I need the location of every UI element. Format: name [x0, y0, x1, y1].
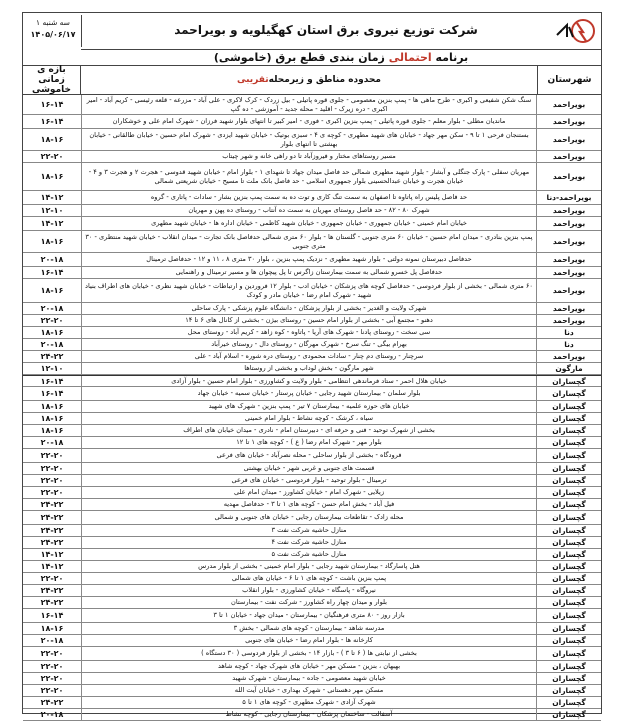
table-row: [23, 303, 601, 315]
row-time: ۲۰-۱۸: [23, 635, 82, 646]
row-time: ۱۴-۱۲: [23, 561, 82, 572]
row-city: بویراحمد: [536, 217, 601, 230]
row-city: گچساران: [536, 525, 601, 536]
subtitle-pre: برنامه: [431, 51, 469, 64]
row-time: ۲۲-۲۰: [23, 475, 82, 486]
table-row: [23, 151, 601, 163]
table-row: [23, 339, 601, 351]
table-row: [23, 573, 601, 585]
row-area: کارخانه ها - بلوار امام رضا - خیابان های جنوبی: [245, 636, 373, 645]
row-area: هتل پاسارگاد - بیمارستان شهید رجایی - بلوار امام خمینی - بخشی از بلوار مدرس: [198, 562, 420, 571]
row-area: شهرک ولایت و الغدیر - بخشی از بلوار پزشکان - دانشگاه علوم پزشکی - پارک ساحلی: [191, 304, 427, 313]
row-city: گچساران: [536, 437, 601, 448]
row-area: خیابان هلال احمر - ستاد فرماندهی انتظامی - بلوار ولایت و کشاورزی - بلوار امام حسین - بلوار آزادی: [171, 376, 447, 385]
row-city: گچساران: [536, 685, 601, 696]
table-row: [23, 487, 601, 499]
row-area: بخشی از شهرک توحید - فنی و حرفه ای - دبیرستان امام - نادری - میدان خیابان های اطراف: [183, 426, 435, 435]
row-city: گچساران: [536, 425, 601, 436]
row-city: بویراحمد: [536, 95, 601, 114]
row-time: ۱۲-۱۰: [23, 363, 82, 374]
table-row: [23, 537, 601, 549]
row-area: بلوار و میدان چهار راه کشاورز - شرکت نفت - بیمارستان: [231, 598, 387, 607]
row-time: ۲۲-۲۰: [23, 151, 82, 162]
subtitle-highlight: احتمالی: [388, 51, 432, 64]
table-row: [23, 597, 601, 609]
row-time: ۱۶-۱۴: [23, 609, 82, 622]
table-row: [23, 363, 601, 375]
row-city: بویراحمد: [536, 115, 601, 128]
table-row: [23, 115, 601, 129]
row-time: ۱۸-۱۶: [23, 413, 82, 424]
row-time: ۱۴-۱۲: [23, 549, 82, 560]
row-area: مسکن مهر دهستانی - شهرک بهداری - خیابان آیت الله: [234, 686, 384, 695]
row-area: ۶۰ متری شمالی - بخشی از بلوار فردوسی - حدفاصل کوچه های پزشکان - خیابان ادب - بلوار ۱۲ فروردین و ارتباطات - خیابان شهید نظری - خیابان های اطراف بنیاد شهید - شهرک امام رضا - خیابان مادر و کودک: [85, 281, 533, 299]
row-time: ۲۰-۱۸: [23, 709, 82, 720]
row-time: ۲۴-۲۲: [23, 697, 82, 708]
row-city: گچساران: [536, 387, 601, 400]
row-time: ۲۴-۲۲: [23, 597, 82, 608]
row-area: بستنجان فرحی ۱ تا ۹ - سکن مهر جهاد - خیابان های شهید مطهری - کوچه ی ۴ - سبزی بوتیک - خیابان شهید ایزدی - شهرک امام حسین - خیابان طالقانی - خیابان بهشتی تا انتهای بلوار: [89, 130, 529, 148]
row-city: گچساران: [536, 609, 601, 622]
table-row: [23, 437, 601, 449]
row-city: دنا: [536, 327, 601, 338]
table-row: [23, 661, 601, 673]
row-area: خیابان های حوزه علمیه - بیمارستان ۷ تیر - پمپ بنزین - شهرک های شهید: [208, 402, 410, 411]
row-city: بویراحمد: [536, 279, 601, 302]
row-city: گچساران: [536, 597, 601, 608]
row-time: ۱۸-۱۶: [23, 401, 82, 412]
row-time: ۲۴-۲۲: [23, 351, 82, 362]
table-row: [23, 95, 601, 115]
row-area: شهر مارگون - بخش لوداب و بخشی از روستاها: [244, 364, 374, 373]
table-row: [23, 635, 601, 647]
row-area: نیروگاه - پاسگاه - خیابان کشاورزی - بلوار انقلاب: [242, 586, 376, 595]
date-label: ۱۴۰۵/۰۶/۱۷: [30, 30, 76, 39]
row-area: مدرسه شاهد - بیمارستان - کوچه های شمالی - بخش ۳: [233, 624, 385, 633]
row-area: قسمت های جنوبی و غربی شهر - خیابان بهشتی: [243, 464, 375, 473]
row-city: گچساران: [536, 413, 601, 424]
column-header-time: بازه ی زمانی خاموشی: [23, 65, 81, 95]
row-time: ۱۶-۱۴: [23, 95, 82, 114]
schedule-sheet: [22, 12, 602, 719]
row-time: ۱۸-۱۶: [23, 163, 82, 190]
table-row: [23, 267, 601, 279]
row-time: ۱۶-۱۴: [23, 387, 82, 400]
table-row: [23, 231, 601, 253]
row-time: ۲۰-۱۸: [23, 437, 82, 448]
area-header-highlight: تقریبی: [237, 75, 269, 85]
row-city: گچساران: [536, 673, 601, 684]
row-city: گچساران: [536, 647, 601, 660]
date-block: [25, 15, 82, 47]
table-row: [23, 673, 601, 685]
table-row: [23, 623, 601, 635]
row-area: خیابان امام خمینی - خیابان جمهوری - خیابان جمهوری - خیابان شهید کاظمی - خیابان اداره ها - خیابان شهید مطهری: [151, 219, 467, 228]
row-city: گچساران: [536, 376, 601, 386]
row-time: ۲۴-۲۲: [23, 585, 82, 596]
row-time: ۱۸-۱۶: [23, 129, 82, 150]
row-time: ۲۴-۲۲: [23, 499, 82, 510]
row-city: گچساران: [536, 573, 601, 584]
table-row: [23, 315, 601, 327]
table-row: [23, 709, 601, 721]
row-time: ۲۰-۱۸: [23, 339, 82, 350]
row-city: بویراحمد: [536, 129, 601, 150]
row-city: گچساران: [536, 709, 601, 720]
table-row: [23, 387, 601, 401]
row-area: آسفالت - ساختمان پزشکان - بیمارستان رجایی - کوچه نشاط: [225, 710, 393, 719]
row-area: حدفاصل پل خسرو شمالی به سمت بیمارستان زاگرس تا پل پیچوان ها و مسیر ترمینال و راهنمایی: [175, 268, 443, 277]
table-row: [23, 279, 601, 303]
row-city: بویراحمد: [536, 267, 601, 278]
table-row: [23, 191, 601, 205]
row-area: شهرک ۸۰ - ۸۲ - حد فاصل روستای مهریان به سمت ده آنتاب - روستای ده پهن و مهریان: [188, 206, 430, 215]
row-area: سی سخت - روستای پادنا - شهرک های آریا - پاتاوه - کوه زاهد - کریم آباد - روستای محل: [187, 328, 431, 337]
table-row: [23, 401, 601, 413]
row-time: ۲۰-۱۸: [23, 303, 82, 314]
table-row: [23, 549, 601, 561]
column-header-area: [81, 65, 537, 95]
row-city: گچساران: [536, 585, 601, 596]
row-city: بویراحمد-دنا: [536, 191, 601, 204]
row-time: ۱۸-۱۶: [23, 623, 82, 634]
table-row: [23, 253, 601, 267]
row-area: ماندیان مطلی - بلوار معلم - جلوی قوره پاتیلی - پمپ بنزین اکبری - فوری - امیر کبیر تا انتهای بلوار شهید فرزان - شهرک امام علی و خوشکاران: [112, 117, 506, 126]
table-row: [23, 375, 601, 387]
row-area: شهرک آزادی - شهرک مطهری - کوچه های ۱ تا ۵: [242, 698, 376, 707]
table-row: [23, 475, 601, 487]
row-time: ۲۴-۲۲: [23, 525, 82, 536]
row-time: ۱۶-۱۴: [23, 376, 82, 386]
row-area: بازار روز - ۸۰ متری فرهنگیان - بیمارستان - میدان جهاد - خیابان ۱ تا ۳: [213, 611, 405, 620]
row-city: بویراحمد: [536, 205, 601, 216]
table-row: [23, 561, 601, 573]
row-city: بویراحمد: [536, 151, 601, 162]
row-area: حدفاصل دبیرستان نمونه دولتی - بلوار شهید مطهری - نزدیک پمپ بنزین ، بلوار ۳۰ متری ۸ ، ۱۱ و ۱۲ - حدفاصل ترمینال: [146, 255, 472, 264]
row-time: ۲۲-۲۰: [23, 673, 82, 684]
day-label: سه شنبه ۱: [36, 18, 70, 27]
row-city: گچساران: [536, 561, 601, 572]
row-time: ۱۸-۱۶: [23, 425, 82, 436]
row-time: ۱۲-۱۰: [23, 205, 82, 216]
row-city: گچساران: [536, 549, 601, 560]
row-time: ۲۰-۱۸: [23, 253, 82, 266]
row-city: گچساران: [536, 449, 601, 462]
row-time: ۲۲-۲۰: [23, 487, 82, 498]
row-city: گچساران: [536, 487, 601, 498]
row-city: گچساران: [536, 511, 601, 524]
row-area: پمپ بنزین باشت - کوچه های ۱ تا ۶ - خیابان های شمالی: [231, 574, 387, 583]
area-header-pre: محدوده مناطق و زیرمحله: [268, 75, 381, 85]
row-area: حد فاصل پلیس راه پاتاوه تا اصفهان به سمت تنگ کاری و توت ده به سمت پمپ بنزین بشار - سادات - پاتاری - گروه: [150, 193, 468, 202]
row-area: منازل حاشیه شرکت نفت ۵: [271, 550, 347, 559]
row-time: ۲۲-۲۰: [23, 661, 82, 672]
row-time: ۱۴-۱۲: [23, 217, 82, 230]
sheet-header: [23, 13, 601, 49]
row-area: سرچنار - روستای دم چنار - سادات محمودی - روستای دره شوره - اسلام آباد - علی: [194, 352, 424, 361]
row-city: بویراحمد: [536, 253, 601, 266]
company-logo-icon: [553, 17, 595, 45]
row-time: ۲۴-۲۲: [23, 537, 82, 548]
row-time: ۱۸-۱۶: [23, 279, 82, 302]
row-area: مسیر روستاهای مختار و فیروزآباد تا دو راهی خانه و شهر چیتاب: [222, 152, 396, 161]
table-row: [23, 351, 601, 363]
row-time: ۲۲-۲۰: [23, 573, 82, 584]
table-row: [23, 413, 601, 425]
row-time: ۲۲-۲۰: [23, 463, 82, 474]
row-area: فرودگاه - بخشی از بلوار ساحلی - محله نصرآباد - خیابان های فرعی: [216, 451, 402, 460]
row-area: بلوار مهر - شهرک امام رضا ( ع ) - کوچه های ۱ تا ۱۲: [236, 438, 382, 447]
row-area: زیلایی - شهرک امام - خیابان کشاورز - میدان امام علی: [234, 488, 385, 497]
subtitle-post: زمان بندی قطع برق (خاموشی): [213, 51, 389, 64]
row-time: ۱۴-۱۲: [23, 191, 82, 204]
row-city: مارگون: [536, 363, 601, 374]
row-city: گچساران: [536, 499, 601, 510]
table-row: [23, 327, 601, 339]
row-area: سنگ شکن شفیعی و اکبری - طرح ماهی ها - پمپ بنزین معصومی - جلوی قوره پاتیلی - بیل زردک - کرک لاکری - علی آباد - مزرعه - قلعه رئیسی - کریم آباد - امیر اکبری - دره زیرک - اقلید - محله جدید - آموزشی - ده گپ: [86, 95, 532, 113]
schedule-subtitle: [81, 49, 601, 66]
row-time: ۱۸-۱۶: [23, 327, 82, 338]
row-city: بویراحمد: [536, 315, 601, 326]
row-city: گچساران: [536, 697, 601, 708]
row-city: بویراحمد: [536, 351, 601, 362]
row-area: بلوار سلمان - بیمارستان شهید رجایی - خیابان پرستار - خیابان سمیه - خیابان جهاد: [197, 389, 421, 398]
row-area: منازل حاشیه شرکت نفت ۳: [271, 526, 347, 535]
row-area: ترمینال - بلوار توحید - بلوار فردوسی - خیابان های فرعی: [231, 476, 387, 485]
table-row: [23, 163, 601, 191]
row-time: ۲۴-۲۲: [23, 511, 82, 524]
row-city: بویراحمد: [536, 303, 601, 314]
row-time: ۲۲-۲۰: [23, 647, 82, 660]
table-row: [23, 697, 601, 709]
row-time: ۱۸-۱۶: [23, 231, 82, 252]
row-city: گچساران: [536, 623, 601, 634]
row-area: منازل حاشیه شرکت نفت ۴: [271, 538, 347, 547]
table-row: [23, 205, 601, 217]
row-area: محله زادک - تقاطعات بیمارستان رجایی - خیابان های جنوبی و شمالی: [214, 513, 404, 522]
table-row: [23, 425, 601, 437]
row-city: دنا: [536, 339, 601, 350]
row-time: ۱۶-۱۴: [23, 115, 82, 128]
table-row: [23, 609, 601, 623]
row-city: گچساران: [536, 401, 601, 412]
table-row: [23, 217, 601, 231]
row-time: ۲۲-۲۰: [23, 685, 82, 696]
row-city: گچساران: [536, 463, 601, 474]
schedule-rows: [23, 95, 601, 721]
row-time: ۱۶-۱۴: [23, 267, 82, 278]
row-area: بهرام بیگی - تنگ سرخ - شهرک مهرگان - روستای دال - روستای خیرآباد: [211, 340, 407, 349]
row-area: بخشی از نیابتی ها ( ۶ تا ۳ ) - بازار ۱۴ - بخشی از بلوار فردوسی ( ۳۰ دستگاه ): [201, 649, 417, 658]
row-city: گچساران: [536, 475, 601, 486]
table-row: [23, 685, 601, 697]
row-area: پمپ بنزین بنادری - میدان امام حسین - خیابان ۶۰ متری جنوبی - گلستان ها - بلوار ۶۰ متری شمالی حدفاصل بانک تجارت - میدان انقلاب - خیابان شهید منتظری - ۳۰ متری جنوبی: [85, 232, 533, 250]
row-city: گچساران: [536, 661, 601, 672]
row-city: بویراحمد: [536, 231, 601, 252]
row-city: گچساران: [536, 635, 601, 646]
row-area: مهریان سفلی - پارک جنگلی و آبشار - بلوار شهید مطهری شمالی حد فاصل میدان جهاد تا شهدای ۱ - بلوار امام - خیابان شهید قدوسی - هجرت ۲ و هجرت ۳ و ۴ - خیابان هجرت و خیابان عبدالحسینی بلوار جمهوری اسلامی - حد فاصل بانک ملت تا مسیح - خیابان شریعتی شمالی: [88, 167, 530, 185]
table-row: [23, 647, 601, 661]
row-time: ۲۲-۲۰: [23, 449, 82, 462]
row-time: ۲۲-۲۰: [23, 315, 82, 326]
row-area: فیل آباد - بخش امام حسن - کوچه های ۱ تا ۳ - حدفاصل مهدیه: [223, 500, 395, 509]
table-row: [23, 463, 601, 475]
row-city: گچساران: [536, 537, 601, 548]
row-area: دهنو - مجتمع آبی - بخشی از بلوار امام حسین - روستای بیژن - بخشی از کانال های ۶ تا ۱۴: [185, 316, 433, 325]
table-row: [23, 585, 601, 597]
row-city: بویراحمد: [536, 163, 601, 190]
column-header-city: شهرستان: [537, 65, 601, 95]
row-area: سیاه ، کرشک - کوچه نشاط - بلوار امام خمینی: [244, 414, 374, 423]
company-title: شرکت توزیع نیروی برق استان کهگیلویه و بویراحمد: [174, 23, 478, 37]
table-row: [23, 449, 601, 463]
table-row: [23, 525, 601, 537]
row-area: خیابان شهید معصومی - جاده - بیمارستان - شهرک شهید: [232, 674, 386, 683]
table-row: [23, 129, 601, 151]
table-row: [23, 499, 601, 511]
table-row: [23, 511, 601, 525]
row-area: بهبهان ، بنزین - مسکن مهر - خیابان های شهرک جهاد - کوچه شاهد: [217, 662, 401, 671]
